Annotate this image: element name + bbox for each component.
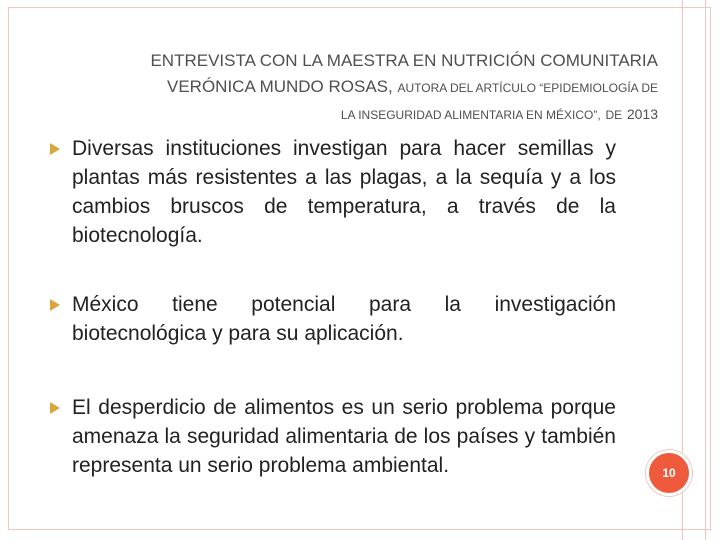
bullet-text: Diversas instituciones investigan para hacer semillas y plantas más resistentes a las plagas, a la sequía y a los cambios bruscos de temperatura, a través de la biotecnología. [72, 137, 616, 247]
title-line-1: ENTREVISTA CON LA MAESTRA EN NUTRICIÓN COMUNITARIA [150, 51, 658, 70]
bullet-item [50, 393, 616, 480]
title-author: VERÓNICA MUNDO ROSAS, [166, 77, 393, 96]
bullet-text: El desperdicio de alimentos es un serio problema porque amenaza la seguridad alimentaria de los países y también representa un serio problema ambiental. [72, 396, 616, 477]
title-article-name: LA INSEGURIDAD ALIMENTARIA EN MÉXICO”, [340, 108, 601, 122]
title-year: 2013 [626, 106, 658, 122]
arrow-bullet-icon [50, 299, 60, 311]
title-line-3 [60, 101, 658, 128]
bullet-item [50, 134, 616, 250]
bullet-text: México tiene potencial para la investigación biotecnológica y para su aplicación. [72, 293, 616, 345]
title-de: DE [605, 108, 623, 122]
page-number-badge: 10 [646, 450, 692, 496]
arrow-bullet-icon [50, 402, 60, 414]
title-article-intro: AUTORA DEL ARTÍCULO “EPIDEMIOLOGÍA DE [397, 81, 658, 95]
arrow-bullet-icon [50, 143, 60, 155]
title-line-2 [60, 74, 658, 101]
slide-title [60, 48, 658, 128]
bullet-list [50, 130, 616, 480]
bullet-item [50, 290, 616, 348]
